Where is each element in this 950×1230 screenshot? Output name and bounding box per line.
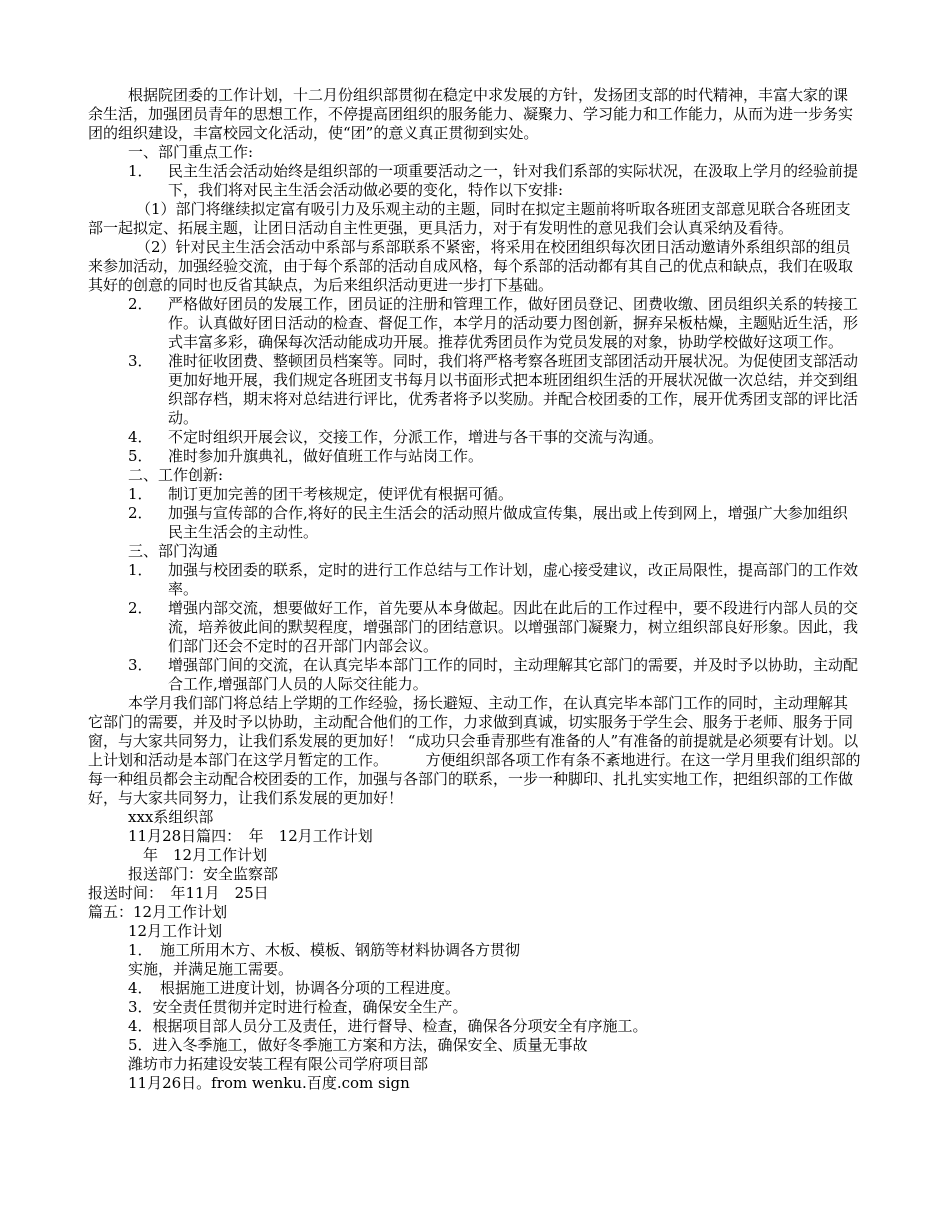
list-text: 不定时组织开展会议，交接工作，分派工作，增进与各干事的交流与沟通。 — [168, 428, 664, 446]
document-page — [0, 86, 950, 1093]
list-item — [0, 504, 950, 542]
list-text: 增强内部交流，想要做好工作，首先要从本身做起。因此在此后的工作过程中，要不段进行内部人员的交流，培养彼此间的默契程度，增强部门的团结意识。以增强部门凝聚力，树立组织部良好形象。因此，我们部门还会不定时的召开部门内部会议。 — [168, 599, 859, 655]
list-item — [0, 295, 950, 352]
list-text: 严格做好团员的发展工作，团员证的注册和管理工作，做好团员登记、团费收缴、团员组织关系的转接工作。认真做好团日活动的检查、督促工作，本学月的活动要力图创新，摒弃呆板枯燥，主题贴近生活，形式丰富多彩，确保每次活动能成功开展。推荐优秀团员作为党员发展的对象，协助学校做好这项工作。 — [168, 295, 859, 351]
list-number: 3． — [128, 656, 153, 674]
plan-item: 3．安全责任贯彻并定时进行检查，确保安全生产。 — [128, 998, 468, 1016]
chapter-heading: 篇五：12月工作计划 — [88, 903, 228, 921]
signature-date: 11月28日篇四： 年 12月工作计划 — [128, 827, 373, 845]
list-item — [0, 162, 950, 200]
list-item — [0, 352, 950, 428]
list-number: 3． — [128, 352, 153, 370]
list-number: 2． — [128, 295, 153, 313]
plan-item: 5．进入冬季施工，做好冬季施工方案和方法，确保安全、质量无事故 — [128, 1036, 588, 1054]
list-item — [0, 656, 950, 694]
section-heading: 一、部门重点工作: — [128, 143, 254, 161]
sub-paragraph: （2）针对民主生活会活动中系部与系部联系不紧密，将采用在校团组织每次团日活动邀请外系组织部的组员来参加活动，加强经验交流，由于每个系部的活动自成风格，每个系部的活动都有其自己的优点和缺点，我们在吸取其好的创意的同时也反省其缺点，为后来组织活动更进一步打下基础。 — [88, 238, 854, 294]
plan-title: 年 12月工作计划 — [128, 846, 268, 864]
list-text: 准时征收团费、整顿团员档案等。同时，我们将严格考察各班团支部团活动开展状况。为促使团支部活动更加好地开展，我们规定各班团支书每月以书面形式把本班团组织生活的开展状况做一次总结，并交到组织部存档，期末将对总结进行评比，优秀者将予以奖励。并配合校团委的工作，展开优秀团支部的评比活动。 — [168, 352, 859, 427]
intro-paragraph: 根据院团委的工作计划，十二月份组织部贯彻在稳定中求发展的方针，发扬团支部的时代精神，丰富大家的课余生活，加强团员青年的思想工作，不停提高团组织的服务能力、凝聚力、学习能力和工作能力，从而为进一步务实团的组织建设，丰富校园文化活动，使“团”的意义真正贯彻到实处。 — [88, 86, 854, 142]
list-text: 民主生活会活动始终是组织部的一项重要活动之一，针对我们系部的实际状况，在汲取上学月的经验前提下，我们将对民主生活会活动做必要的变化，特作以下安排: — [168, 162, 859, 199]
closing-paragraph: 本学月我们部门将总结上学期的工作经验，扬长避短、主动工作，在认真完毕本部门工作的同时，主动理解其它部门的需要，并及时予以协助，主动配合他们的工作，力求做到真诚，切实服务于学生会、服务于老师、服务于同窗，与大家共同努力，让我们系发展的更加好！ “成功只会垂青那些有准备的人”有准备的前提就是必须要有计划。以上计划和活动是本部门在这学月暂定的工作。 方便组织部各项工作有条不紊地进行。在这一学月里我们组织部的每一种组员都会主动配合校团委的工作，加强与各部门的联系，一步一种脚印、扎扎实实地工作，把组织部的工作做好，与大家共同努力，让我们系发展的更加好！ — [88, 694, 861, 807]
report-dept: 报送部门：安全监察部 — [128, 865, 279, 883]
list-number: 2． — [128, 599, 153, 617]
plan-item-continued: 实施，并满足施工需要。 — [128, 960, 294, 978]
list-number: 1． — [128, 162, 153, 180]
list-item — [0, 599, 950, 656]
section-heading: 三、部门沟通 — [128, 542, 219, 560]
list-text: 加强与宣传部的合作,将好的民主生活会的活动照片做成宣传集，展出或上传到网上，增强广大参加组织民主生活会的主动性。 — [168, 504, 848, 541]
section-heading: 二、工作创新: — [128, 466, 224, 484]
signature-org: xxx系组织部 — [128, 808, 214, 826]
list-text: 制订更加完善的团干考核规定，使评优有根据可循。 — [168, 485, 514, 503]
list-number: 1． — [128, 485, 153, 503]
list-item — [0, 428, 950, 447]
company-name: 潍坊市力拓建设安装工程有限公司学府项目部 — [128, 1055, 429, 1073]
plan-item: 4．根据项目部人员分工及责任，进行督导、检查，确保各分项安全有序施工。 — [128, 1017, 648, 1035]
list-number: 5． — [128, 447, 153, 465]
list-text: 增强部门间的交流，在认真完毕本部门工作的同时，主动理解其它部门的需要，并及时予以协助，主动配合工作,增强部门人员的人际交往能力。 — [168, 656, 859, 693]
list-number: 1． — [128, 561, 153, 579]
plan-item: 4． 根据施工进度计划，协调各分项的工程进度。 — [128, 979, 461, 997]
list-item — [0, 447, 950, 466]
plan-item: 1． 施工所用木方、木板、模板、钢筋等材料协调各方贯彻 — [128, 941, 521, 959]
list-text: 加强与校团委的联系，定时的进行工作总结与工作计划，虚心接受建议，改正局限性，提高部门的工作效率。 — [168, 561, 859, 598]
sub-paragraph: （1）部门将继续拟定富有吸引力及乐观主动的主题，同时在拟定主题前将听取各班团支部意见联合各班团支部一起拟定、拓展主题，让团日活动自主性更强，更具活力，对于有发明性的意见我们会认真采纳及看待。 — [88, 200, 851, 237]
plan-title: 12月工作计划 — [128, 922, 223, 940]
list-item — [0, 561, 950, 599]
plan-date: 11月26日。from wenku.百度.com sign — [128, 1074, 410, 1092]
list-item — [0, 485, 950, 504]
list-number: 4． — [128, 428, 153, 446]
report-time: 报送时间： 年11月 25日 — [88, 884, 269, 902]
list-text: 准时参加升旗典礼，做好值班工作与站岗工作。 — [168, 447, 484, 465]
list-number: 2． — [128, 504, 153, 522]
